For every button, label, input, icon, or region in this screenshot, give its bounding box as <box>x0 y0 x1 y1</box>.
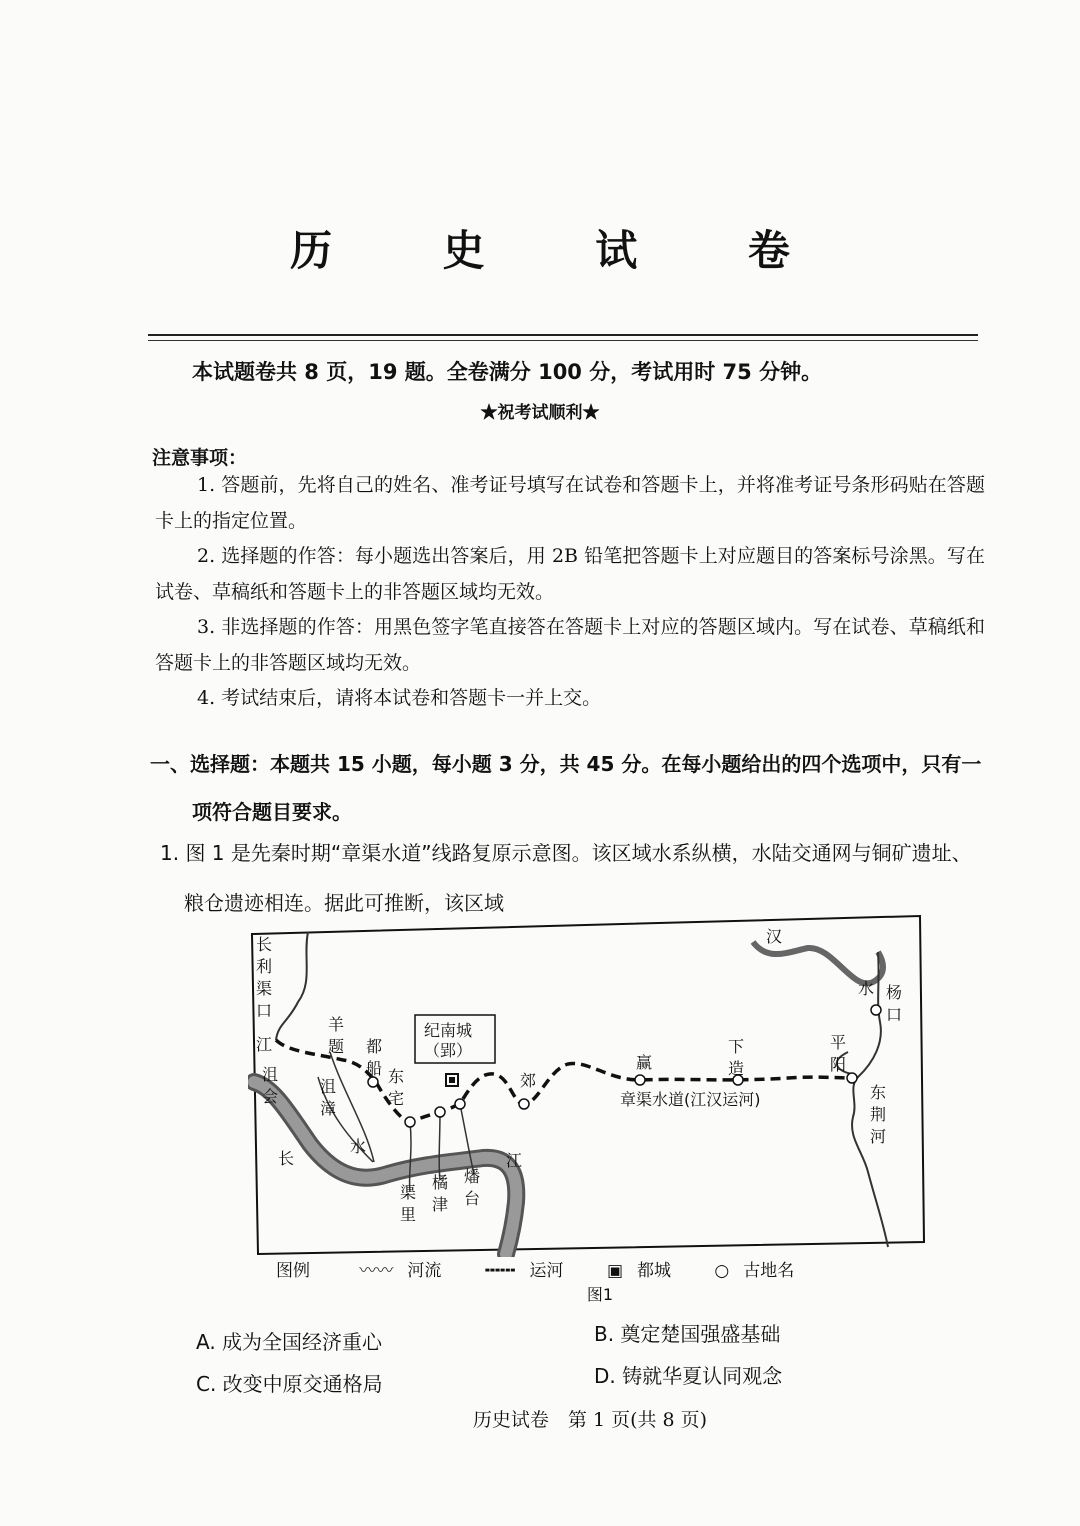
label-dongjing: 东荆河 <box>870 1083 887 1146</box>
legend-river: 河流 <box>407 1261 442 1281</box>
label-chang: 长 <box>278 1149 295 1168</box>
label-pingyang: 平阳 <box>830 1033 847 1074</box>
label-canal-name: 章渠水道(江汉运河) <box>620 1090 761 1109</box>
question-1-line1: 1. 图 1 是先秦时期“章渠水道”线路复原示意图。该区域水系纵横，水陆交通网与铜矿遗址、 <box>160 841 972 865</box>
option-a[interactable]: A. 成为全国经济重心 <box>196 1330 383 1354</box>
section-heading-line1: 一、选择题：本题共 15 小题，每小题 3 分，共 45 分。在每小题给出的四个选项中，只有一 <box>150 752 982 776</box>
label-ying: （郢） <box>424 1041 473 1060</box>
han-river <box>753 942 883 983</box>
label-juzhang: 沮漳 <box>320 1077 337 1118</box>
note-item-1: 1. 答题前，先将自己的姓名、准考证号填写在试卷和答题卡上，并将准考证号条形码贴在答题卡上的指定位置。 <box>155 474 985 532</box>
canal-route-map <box>248 912 928 1257</box>
label-yangkou: 杨口 <box>886 983 903 1024</box>
label-dongzhai: 东宅 <box>388 1067 405 1108</box>
legend-canal: 运河 <box>529 1261 564 1281</box>
legend-river-symbol: 〰〰 <box>359 1261 394 1281</box>
page-title: 历 史 试 卷 <box>290 226 838 275</box>
legend-capital: 都城 <box>637 1261 671 1281</box>
section-heading-line2: 项符合题目要求。 <box>192 800 352 824</box>
legend-capital-symbol: ▣ <box>606 1261 623 1281</box>
label-jiang-left: 江 <box>256 1035 273 1054</box>
label-changli: 长利渠口 <box>256 935 273 1020</box>
note-item-2: 2. 选择题的作答：每小题选出答案后，用 2B 铅笔把答题卡上对应题目的答案标号涂黑。写在试卷、草稿纸和答题卡上的非答题区域均无效。 <box>155 545 985 603</box>
place-yangkou <box>871 1005 881 1015</box>
good-luck-line: ★祝考试顺利★ <box>480 403 600 423</box>
notes-heading: 注意事项： <box>152 447 248 469</box>
label-fantai: 燔台 <box>464 1167 481 1208</box>
divider-thin <box>148 340 978 341</box>
label-shui-left: 水 <box>350 1137 367 1156</box>
left-river <box>276 932 308 1040</box>
label-jiao: 郊 <box>520 1071 537 1090</box>
legend-place-symbol: ○ <box>714 1261 730 1281</box>
map-legend <box>276 1256 808 1281</box>
jujin-stream <box>439 1112 440 1180</box>
label-juhui: 沮会 <box>262 1065 279 1106</box>
figure-caption: 图1 <box>586 1285 614 1304</box>
legend-canal-symbol: ╍╍╍ <box>484 1261 516 1281</box>
quli-stream <box>410 1122 411 1192</box>
label-quli: 渠里 <box>400 1183 417 1224</box>
exam-info: 本试题卷共 8 页，19 题。全卷满分 100 分，考试用时 75 分钟。 <box>192 360 823 384</box>
label-jujin: 橘津 <box>432 1173 449 1214</box>
label-xiazao: 下造 <box>728 1037 745 1078</box>
zhangqu-canal <box>276 1040 852 1122</box>
place-dongzhai <box>368 1077 378 1087</box>
place-jujin <box>435 1107 445 1117</box>
label-jiang-right: 江 <box>506 1151 523 1170</box>
label-han: 汉 <box>766 927 783 946</box>
divider-thick <box>148 334 978 336</box>
option-d[interactable]: D. 铸就华夏认同观念 <box>594 1364 783 1388</box>
note-item-3: 3. 非选择题的作答：用黑色签字笔直接答在答题卡上对应的答题区域内。写在试卷、草稿纸和答题卡上的非答题区域均无效。 <box>155 616 985 674</box>
place-ying2 <box>635 1075 645 1085</box>
place-fantai <box>455 1099 465 1109</box>
place-quli <box>405 1117 415 1127</box>
label-ying2: 赢 <box>636 1053 653 1072</box>
section-heading <box>150 740 990 836</box>
question-1-line2: 粮仓遗迹相连。据此可推断，该区域 <box>184 891 504 915</box>
note-item-4: 4. 考试结束后，请将本试卷和答题卡一并上交。 <box>197 687 602 709</box>
map-frame <box>252 916 924 1254</box>
label-jinan: 纪南城 <box>424 1021 473 1040</box>
legend-place: 古地名 <box>743 1261 795 1281</box>
option-c[interactable]: C. 改变中原交通格局 <box>196 1372 383 1396</box>
capital-symbol-core <box>449 1077 455 1083</box>
label-duchuan: 都船 <box>366 1037 383 1078</box>
legend-title: 图例 <box>276 1261 310 1281</box>
option-b[interactable]: B. 奠定楚国强盛基础 <box>594 1322 781 1346</box>
page-footer: 历史试卷 第 1 页(共 8 页) <box>472 1409 708 1431</box>
label-yangti: 羊题 <box>328 1015 345 1056</box>
place-pingyang <box>847 1073 857 1083</box>
label-shui-right: 水 <box>858 979 875 998</box>
place-jiao <box>519 1099 529 1109</box>
